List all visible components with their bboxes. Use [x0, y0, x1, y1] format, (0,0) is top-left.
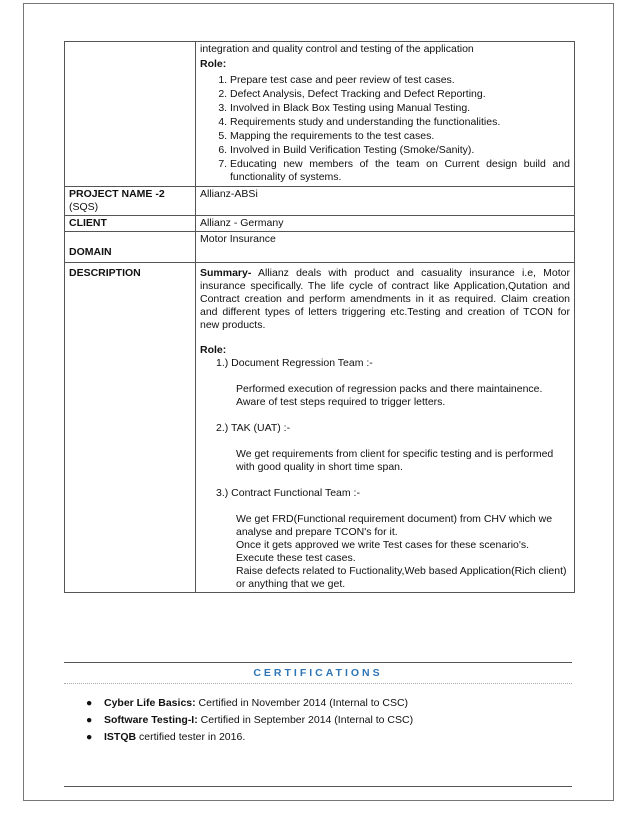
team-title: 3.) Contract Functional Team :- — [216, 487, 360, 499]
domain-row — [65, 232, 575, 263]
team-detail: Performed execution of regression packs and there maintainence. — [236, 383, 543, 395]
team-title: 2.) TAK (UAT) :- — [216, 422, 291, 434]
client-label: CLIENT — [65, 216, 196, 232]
certification-text: certified tester in 2016. — [136, 731, 246, 743]
team-detail: Raise defects related to Fuctionality,Web based Application(Rich client) or anything that we get. — [236, 565, 567, 590]
summary-paragraph — [200, 267, 570, 332]
description-row — [65, 263, 575, 593]
domain-value: Motor Insurance — [196, 232, 575, 263]
project1-detail-cell — [196, 42, 575, 187]
role-item: 5. Mapping the requirements to the test cases. — [230, 130, 570, 143]
bottom-rule — [64, 786, 572, 787]
team-detail: We get FRD(Functional requirement document) from CHV which we analyse and prepare TCON's for it. — [236, 513, 553, 538]
project1-continued-row — [65, 42, 575, 187]
bullet-icon: ● — [86, 731, 93, 743]
certification-item — [82, 712, 413, 729]
bullet-icon: ● — [86, 714, 93, 726]
certification-name: Cyber Life Basics: — [104, 697, 196, 709]
role-item: 3. Involved in Black Box Testing using Manual Testing. — [230, 102, 570, 115]
certification-name: ISTQB — [104, 731, 137, 743]
project-name-label-cell — [65, 187, 196, 216]
client-row — [65, 216, 575, 232]
certifications-top-rule — [64, 662, 572, 663]
description-role-heading: Role: — [200, 344, 227, 356]
team-detail: We get requirements from client for specific testing and is performed with good quality in short time span. — [236, 448, 554, 473]
summary-lead: Summary- — [200, 267, 252, 279]
certification-text: Certified in November 2014 (Internal to CSC) — [195, 697, 409, 709]
empty-label-cell — [65, 42, 196, 187]
bullet-icon: ● — [86, 697, 93, 709]
description-cell — [196, 263, 575, 593]
certifications-list — [82, 695, 413, 746]
team-detail: Execute these test cases. — [236, 552, 356, 564]
team-detail: Aware of test steps required to trigger letters. — [236, 396, 446, 408]
certifications-heading: CERTIFICATIONS — [253, 667, 383, 679]
role-heading: Role: — [200, 58, 227, 70]
certifications-dotted-rule — [64, 683, 572, 684]
project-name-value: Allianz-ABSi — [196, 187, 575, 216]
certification-name: Software Testing-I: — [104, 714, 198, 726]
project-name-row — [65, 187, 575, 216]
summary-text: Allianz deals with product and casuality insurance i.e, Motor insurance specifically. The life cycle of contract like Application,Qutation and Contract creation and perform amendments in it as required. Claim creation and different types of letters triggering etc.Testing and creation of TCON for new products. — [200, 267, 570, 331]
project-name-sub: (SQS) — [69, 201, 99, 213]
description-tail: integration and quality control and testing of the application — [200, 43, 474, 55]
team-detail: Once it gets approved we write Test cases for these scenario's. — [236, 539, 530, 551]
description-label: DESCRIPTION — [65, 263, 196, 593]
certification-item — [82, 695, 413, 712]
role-item: 2. Defect Analysis, Defect Tracking and Defect Reporting. — [230, 88, 570, 101]
role-item: 4. Requirements study and understanding the functionalities. — [230, 116, 570, 129]
role-item: 7. Educating new members of the team on Current design build and functionality of systems. — [230, 158, 570, 184]
domain-label: DOMAIN — [65, 232, 196, 263]
client-value: Allianz - Germany — [196, 216, 575, 232]
project-name-label: PROJECT NAME -2 — [69, 188, 165, 200]
role-item: 6. Involved in Build Verification Testing (Smoke/Sanity). — [230, 144, 570, 157]
role-list — [200, 74, 570, 184]
certification-text: Certified in September 2014 (Internal to CSC) — [197, 714, 414, 726]
project-table — [64, 41, 575, 593]
team-title: 1.) Document Regression Team :- — [216, 357, 373, 369]
role-item: 1. Prepare test case and peer review of test cases. — [230, 74, 570, 87]
certification-item — [82, 729, 413, 746]
